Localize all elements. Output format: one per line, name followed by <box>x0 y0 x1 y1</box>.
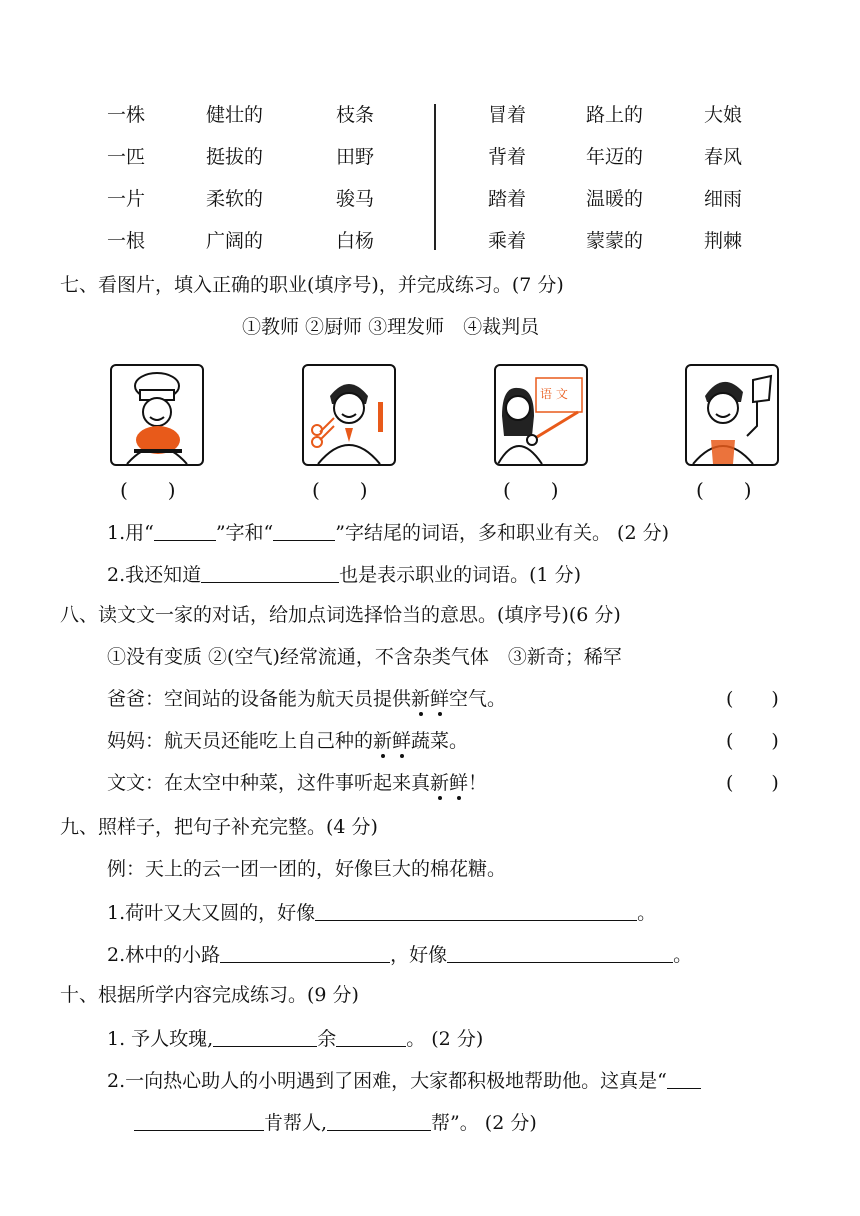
match-word: 冒着 <box>488 104 527 126</box>
answer-blank[interactable] <box>134 1112 264 1131</box>
match-word: 踏着 <box>488 188 527 210</box>
match-word: 健壮的 <box>206 104 264 126</box>
match-word: 枝条 <box>336 104 375 126</box>
answer-paren-chef[interactable]: ( ) <box>120 478 176 502</box>
answer-paren[interactable]: ( ) <box>726 688 779 710</box>
match-word: 蒙蒙的 <box>586 230 644 252</box>
q9-item1: 1.荷叶又大又圆的，好像 。 <box>107 902 657 924</box>
q9-example: 例：天上的云一团一团的，好像巨大的棉花糖。 <box>107 858 507 880</box>
dotted-char: 新 <box>411 688 431 710</box>
q8-line: 爸爸：空间站的设备能为航天员提供新鲜空气。 <box>107 688 507 710</box>
match-word: 乘着 <box>488 230 527 252</box>
answer-paren-referee[interactable]: ( ) <box>696 478 752 502</box>
dotted-char: 新 <box>430 772 450 794</box>
answer-blank[interactable] <box>213 1028 317 1047</box>
answer-paren-teacher[interactable]: ( ) <box>503 478 559 502</box>
dotted-char: 鲜 <box>449 772 469 794</box>
chef-picture <box>110 364 204 466</box>
match-word: 一株 <box>107 104 146 126</box>
answer-blank[interactable] <box>220 944 390 963</box>
answer-paren[interactable]: ( ) <box>726 730 779 752</box>
match-word: 田野 <box>336 146 375 168</box>
match-word: 路上的 <box>586 104 644 126</box>
q7-title: 七、看图片，填入正确的职业(填序号)，并完成练习。(7 分) <box>60 274 564 296</box>
match-word: 挺拔的 <box>206 146 264 168</box>
q8-line: 妈妈：航天员还能吃上自己种的新鲜蔬菜。 <box>107 730 469 752</box>
dotted-char: 鲜 <box>430 688 450 710</box>
answer-blank[interactable] <box>201 564 339 583</box>
table-divider <box>434 104 436 250</box>
q10-item1: 1. 予人玫瑰, 余 。 (2 分) <box>107 1028 484 1050</box>
match-word: 背着 <box>488 146 527 168</box>
q7-item1: 1.用“ ”字和“ ”字结尾的词语，多和职业有关。 (2 分) <box>107 522 669 544</box>
match-word: 大娘 <box>704 104 743 126</box>
teacher-picture <box>494 364 588 466</box>
dotted-char: 鲜 <box>392 730 412 752</box>
svg-text:语 文: 语 文 <box>540 387 568 401</box>
match-word: 一片 <box>107 188 146 210</box>
answer-paren[interactable]: ( ) <box>726 772 779 794</box>
answer-blank[interactable] <box>327 1112 431 1131</box>
match-word: 白杨 <box>336 230 375 252</box>
q10-item2: 2.一向热心助人的小明遇到了困难，大家都积极地帮助他。这真是“ <box>107 1070 701 1091</box>
answer-blank[interactable] <box>154 522 216 541</box>
q7-item2: 2.我还知道 也是表示职业的词语。(1 分) <box>107 564 582 586</box>
q9-title: 九、照样子，把句子补充完整。(4 分) <box>60 816 378 838</box>
match-word: 一匹 <box>107 146 146 168</box>
q10-title: 十、根据所学内容完成练习。(9 分) <box>60 984 359 1006</box>
q8-line: 文文：在太空中种菜，这件事听起来真新鲜！ <box>107 772 488 794</box>
q10-item2-cont: 肯帮人, 帮”。 (2 分) <box>134 1112 537 1133</box>
answer-blank[interactable] <box>336 1028 406 1047</box>
match-word: 温暖的 <box>586 188 644 210</box>
match-word: 年迈的 <box>586 146 644 168</box>
barber-picture <box>302 364 396 466</box>
referee-picture <box>685 364 779 466</box>
q9-item2: 2.林中的小路 ，好像 。 <box>107 944 693 966</box>
match-word: 春风 <box>704 146 743 168</box>
match-word: 一根 <box>107 230 146 252</box>
match-word: 广阔的 <box>206 230 264 252</box>
dotted-char: 新 <box>373 730 393 752</box>
answer-paren-barber[interactable]: ( ) <box>312 478 368 502</box>
match-word: 骏马 <box>336 188 375 210</box>
match-word: 荆棘 <box>704 230 743 252</box>
answer-blank[interactable] <box>273 522 335 541</box>
answer-blank[interactable] <box>667 1070 701 1089</box>
q8-title: 八、读文文一家的对话，给加点词选择恰当的意思。(填序号)(6 分) <box>60 604 621 626</box>
q8-options: ①没有变质 ②(空气)经常流通，不含杂类气体 ③新奇；稀罕 <box>107 646 622 668</box>
answer-blank[interactable] <box>315 902 637 921</box>
match-word: 细雨 <box>704 188 743 210</box>
q7-options: ①教师 ②厨师 ③理发师 ④裁判员 <box>242 316 540 338</box>
answer-blank[interactable] <box>447 944 673 963</box>
match-word: 柔软的 <box>206 188 264 210</box>
